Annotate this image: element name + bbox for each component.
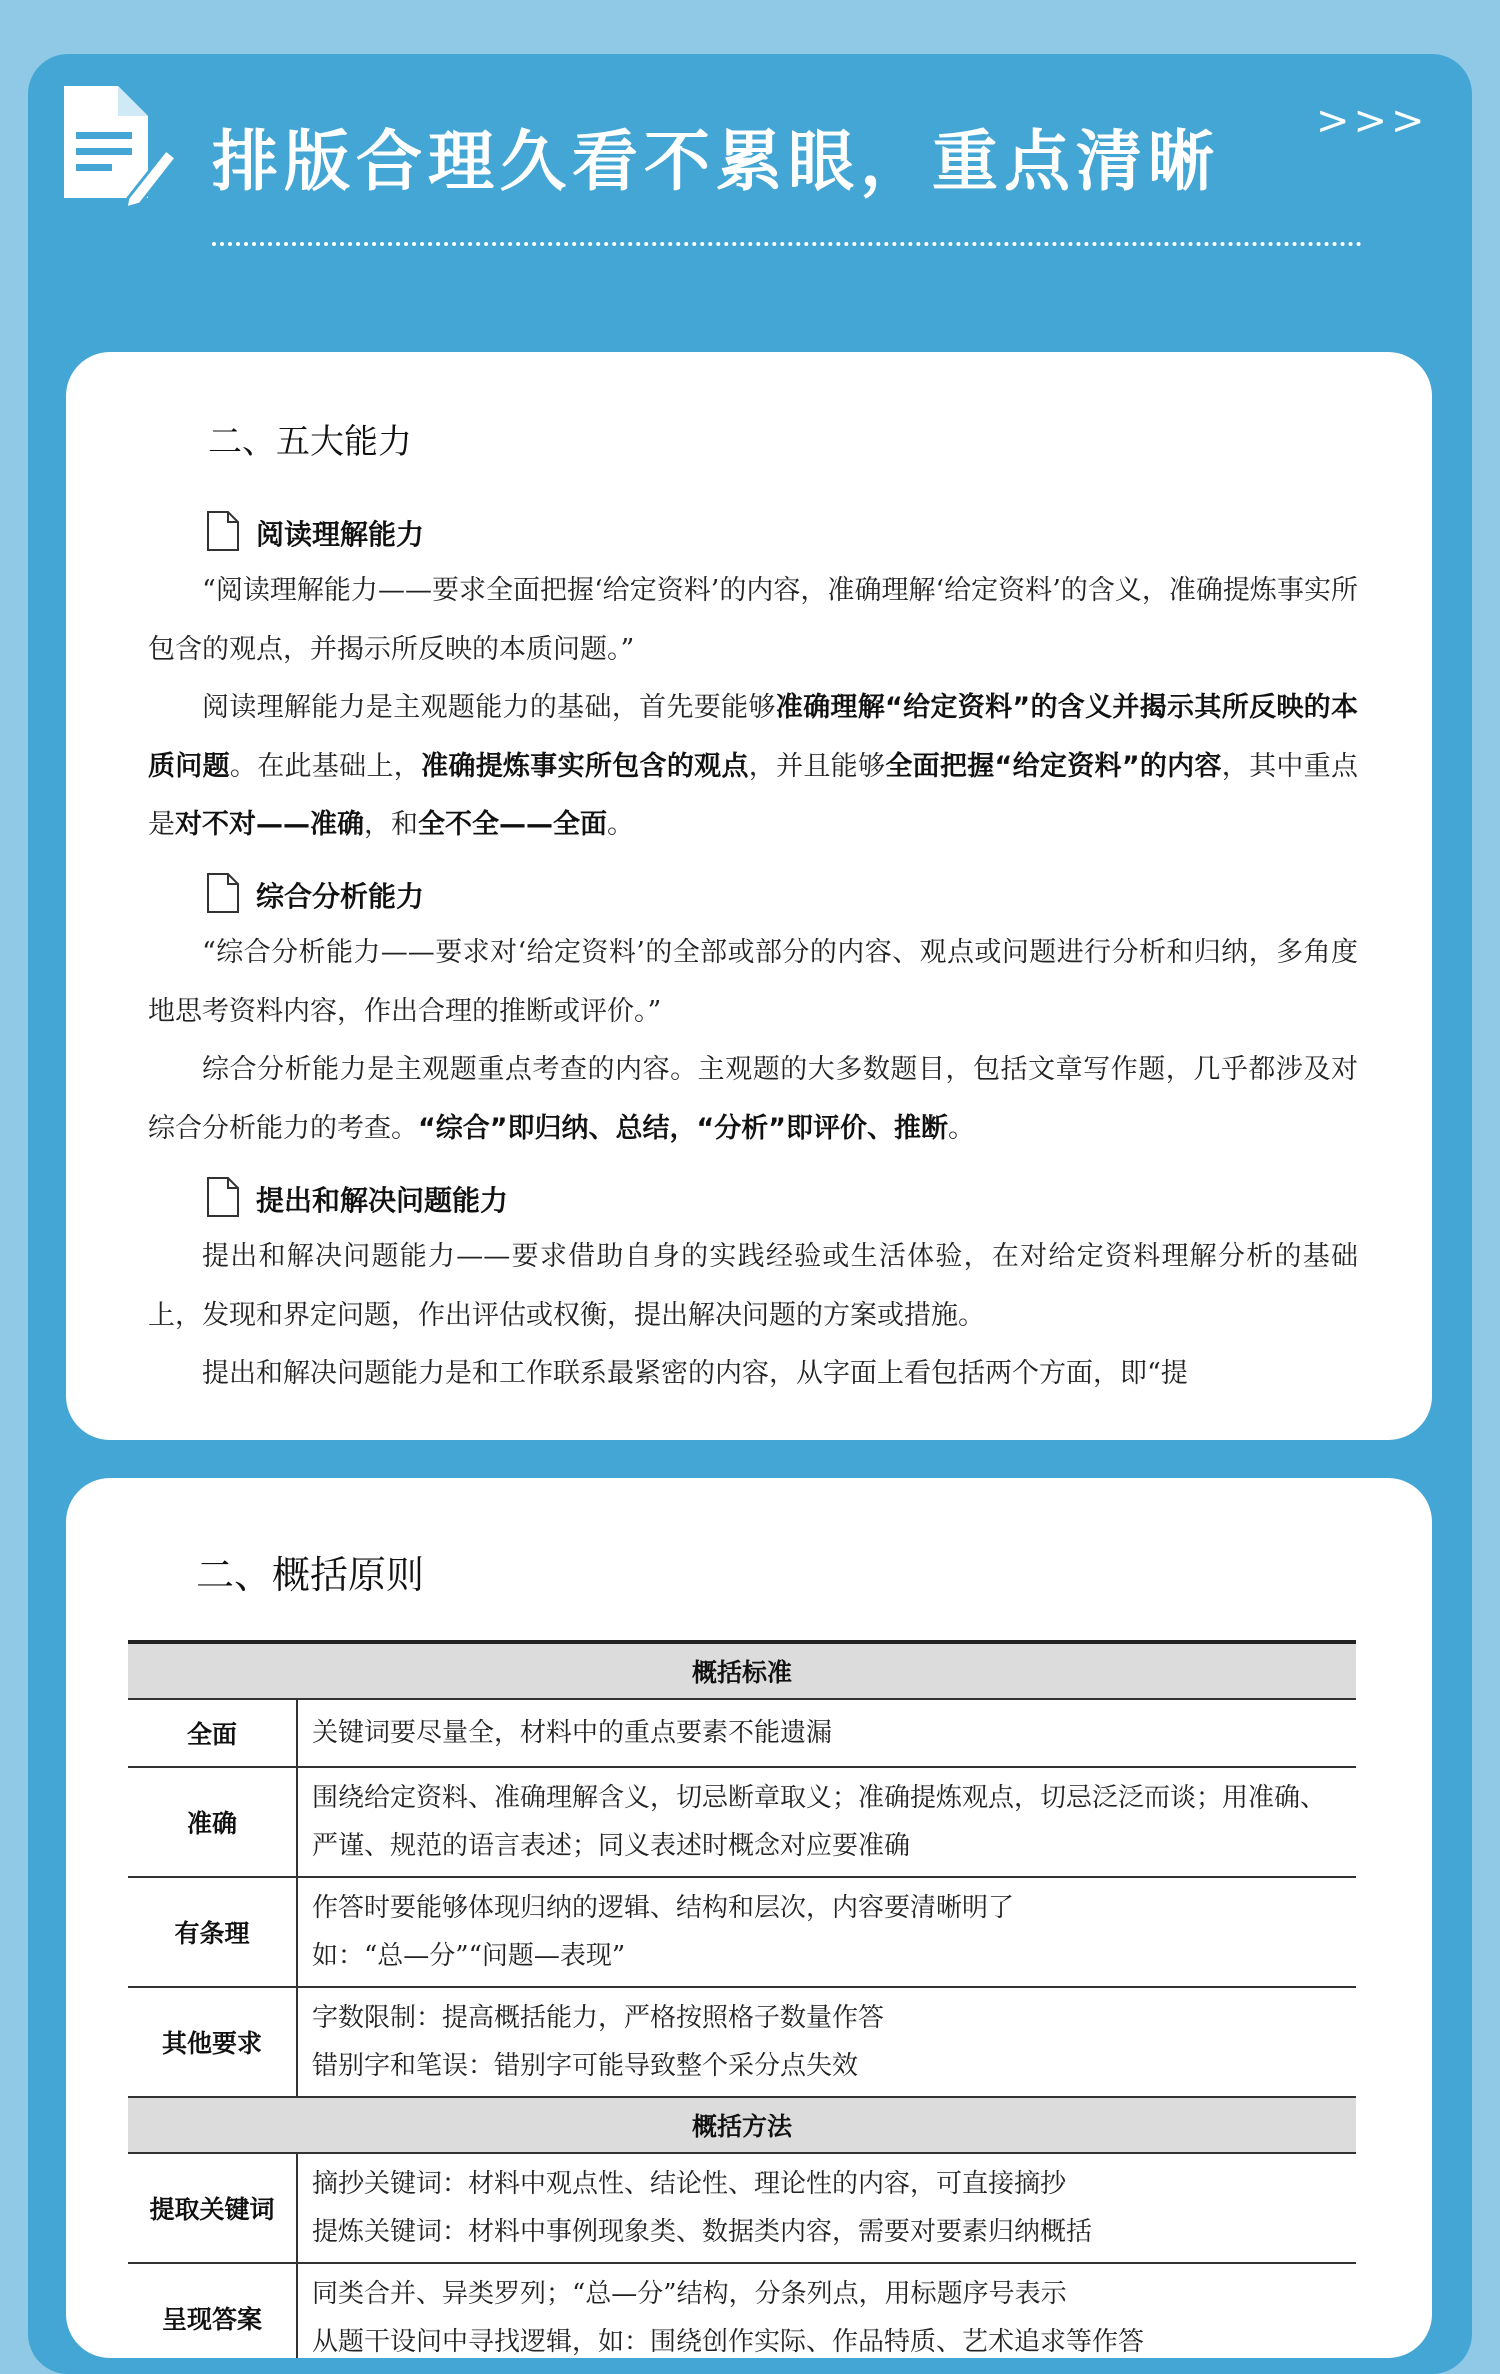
row-value: 关键词要尽量全，材料中的重点要素不能遗漏 [297,1699,1356,1767]
row-key: 有条理 [128,1877,297,1987]
arrows-decoration: >>> [1316,98,1429,144]
row-value: 作答时要能够体现归纳的逻辑、结构和层次，内容要清晰明了 如：“总—分”“问题—表现” [297,1877,1356,1987]
subheading-problem-solving [206,1176,508,1218]
subheading-label: 综合分析能力 [256,880,425,913]
table-header-row [128,1642,1356,1699]
row-key: 提取关键词 [128,2153,297,2263]
table-row [128,2153,1356,2263]
row-key: 准确 [128,1767,297,1877]
section-title: 二、概括原则 [196,1553,425,1597]
row-key: 全面 [128,1699,297,1767]
header-banner [56,80,1429,250]
table-row [128,1699,1356,1767]
dotted-underline [212,242,1362,246]
paragraph: “综合分析能力——要求对‘给定资料’的全部或部分的内容、观点或问题进行分析和归纳，多角度地思考资料内容，作出合理的推断或评价。” [148,937,1358,1027]
paragraph: “阅读理解能力——要求全面把握‘给定资料’的内容，准确理解‘给定资料’的含义，准确提炼事实所包含的观点，并揭示所反映的本质问题。” [148,575,1358,665]
row-value: 摘抄关键词：材料中观点性、结论性、理论性的内容，可直接摘抄 提炼关键词：材料中事例现象类、数据类内容，需要对要素归纳概括 [297,2153,1356,2263]
page-icon [206,872,240,914]
principles-card [66,1478,1432,2358]
paragraph: 提出和解决问题能力是和工作联系最紧密的内容，从字面上看包括两个方面，即“提 [202,1358,1188,1389]
subheading-label: 阅读理解能力 [256,518,425,551]
subheading-label: 提出和解决问题能力 [256,1184,509,1217]
row-key: 其他要求 [128,1987,297,2097]
table-header-cell: 概括方法 [128,2097,1356,2153]
table-header-cell: 概括标准 [128,1642,1356,1699]
table-row [128,2263,1356,2358]
subheading-reading [206,510,424,552]
row-value: 同类合并、异类罗列；“总—分”结构，分条列点，用标题序号表示 从题干设问中寻找逻辑，如：围绕创作实际、作品特质、艺术追求等作答 [297,2263,1356,2358]
table-header-row [128,2097,1356,2153]
row-key: 呈现答案 [128,2263,297,2358]
paragraph: 综合分析能力是主观题重点考查的内容。主观题的大多数题目，包括文章写作题，几乎都涉及对综合分析能力的考查。“综合”即归纳、总结，“分析”即评价、推断。 [148,1054,1358,1144]
page-icon [206,510,240,552]
table-row [128,1767,1356,1877]
paragraph: 提出和解决问题能力——要求借助自身的实践经验或生活体验，在对给定资料理解分析的基础上，发现和界定问题，作出评估或权衡，提出解决问题的方案或措施。 [148,1241,1358,1331]
row-value: 字数限制：提高概括能力，严格按照格子数量作答 错别字和笔误：错别字可能导致整个采分点失效 [297,1987,1356,2097]
principles-table [128,1640,1356,2358]
document-pen-icon [56,80,176,210]
page-title: 排版合理久看不累眼，重点清晰 [212,123,1220,200]
subheading-analysis [206,872,424,914]
table-row [128,1987,1356,2097]
row-value: 围绕给定资料、准确理解含义，切忌断章取义；准确提炼观点，切忌泛泛而谈；用准确、严谨、规范的语言表述；同义表述时概念对应要准确 [297,1767,1356,1877]
section-title: 二、五大能力 [208,422,412,462]
table-row [128,1877,1356,1987]
page-icon [206,1176,240,1218]
paragraph: 阅读理解能力是主观题能力的基础，首先要能够准确理解“给定资料”的含义并揭示其所反映的本质问题。在此基础上，准确提炼事实所包含的观点，并且能够全面把握“给定资料”的内容，其中重点是对不对——准确，和全不全——全面。 [148,692,1359,840]
abilities-card [66,352,1432,1440]
